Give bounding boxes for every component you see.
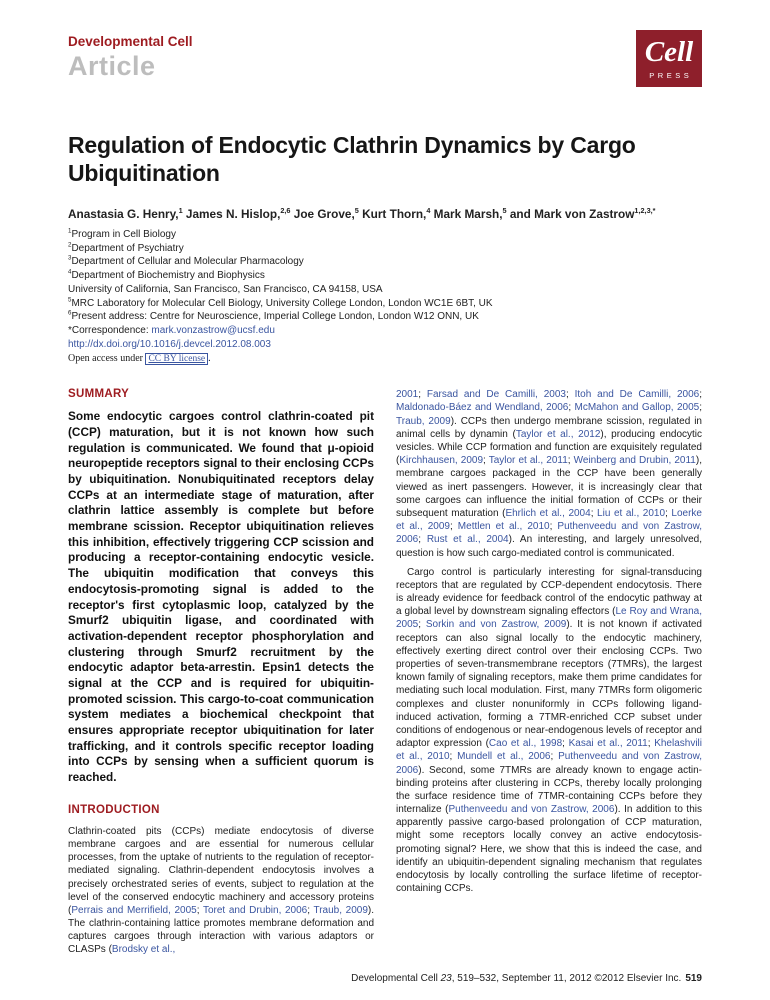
text-run: Anastasia G. Henry, (68, 207, 179, 222)
text-run: 4 (426, 206, 431, 216)
text-run: ; (418, 619, 426, 631)
text-run: 6 (68, 309, 72, 317)
citation-link[interactable]: Farsad and De Camilli, 2003 (426, 389, 566, 401)
citation-link[interactable]: Puthenveedu and von Zastrow, 2006 (448, 804, 615, 816)
affiliation-line (68, 297, 702, 311)
text-run: ; (483, 455, 489, 467)
text-run: ; (549, 521, 558, 533)
citation-link[interactable]: Perrais and Merrifield, 2005 (71, 904, 197, 916)
text-run: Department of Psychiatry (71, 242, 184, 254)
introduction-paragraph-left (68, 825, 374, 957)
text-run: ), producing endocytic vesicles. While CCP formation and function are exquisitely regulated ( (396, 428, 703, 467)
text-run: ). In addition to this apparently passive cargo-based prolongation of CCP maturation, might some receptors locally convey an active endocytosis-promoting signal? Here, we show that this is indeed the case, and identify an ubiquitin-dependent signaling mechanism that regulates endocytosis by locally controlling the surface lifetime of receptor-containing CCPs. (396, 804, 702, 895)
text-run: ). It is not known if activated receptors can also signal locally to the endocytic machinery, effectively exerting direct control over their enclosing CCPs. Two properties of seven-transmembrane receptors (7TMRs), the largest known family of signaling receptors, make them prime candidates for mediating such local modulation. First, many 7TMRs form oligomeric complexes and cluster nonuniformly in CCPs following ligand-induced activation, forming a 7TMR-enriched CCP subset under conditions of endogenous or near-endogenous levels of receptor and adaptor expression ( (396, 619, 702, 750)
citation-link[interactable]: Kirchhausen, 2009 (399, 455, 484, 467)
text-run: ; (418, 389, 427, 401)
open-access-line (68, 353, 702, 364)
affiliation-line (68, 228, 702, 242)
text-run: Program in Cell Biology (71, 229, 176, 241)
citation-link[interactable]: 2001 (396, 389, 419, 401)
citation-link[interactable]: Cao et al., 1998 (488, 738, 563, 750)
introduction-paragraph-right-2 (396, 566, 702, 896)
text-run: ; (550, 751, 559, 763)
left-column (68, 388, 374, 962)
text-run: ; (307, 904, 314, 916)
summary-heading: SUMMARY (68, 388, 130, 401)
citation-link[interactable]: Kasai et al., 2011 (568, 738, 648, 750)
doi-link[interactable]: http://dx.doi.org/10.1016/j.devcel.2012.08.003 (68, 338, 271, 350)
page-number: 519 (685, 973, 702, 984)
paper-title: Regulation of Endocytic Clathrin Dynamics by Cargo Ubiquitination (68, 132, 636, 187)
footer-citation-line (351, 973, 702, 984)
text-run: *Correspondence: (68, 324, 152, 336)
text-run: 5 (68, 296, 72, 304)
text-run: 1 (68, 227, 72, 235)
introduction-paragraph-right-1 (396, 388, 702, 559)
text-run: MRC Laboratory for Molecular Cell Biology, University College London, London WC1E 6BT, UK (71, 297, 493, 309)
text-run: Clathrin-coated pits (CCPs) mediate endocytosis of diverse membrane cargoes and are essential for numerous cellular processes, from the uptake of nutrients to the regulation of receptor-mediated signaling. Clathrin-dependent endocytosis involves a precisely orchestrated series of events, subject to regulation at the level of the conserved endocytic machinery and accessory proteins ( (68, 825, 374, 916)
text-run: Open access under (68, 353, 146, 365)
text-run: ; (449, 751, 458, 763)
text-run: ; (449, 521, 458, 533)
article-body (68, 388, 702, 962)
citation-link[interactable]: Puthenveedu and von Zastrow, 2006 (396, 521, 703, 546)
affiliation-line (68, 324, 702, 338)
text-run: ; (562, 738, 569, 750)
text-run: ; (699, 402, 702, 414)
text-run: Cargo control is particularly interesting for signal-transducing receptors that are regulated by CCP-dependent endocytosis. There is already evidence for feedback control of the endocytic pathway at a global level by downstream signaling effectors ( (396, 566, 702, 618)
affiliation-line (68, 269, 702, 283)
text-run: 5 (502, 206, 507, 216)
text-run: 2 (68, 241, 72, 249)
text-run: ; (590, 507, 598, 519)
citation-link[interactable]: Puthenveedu and von Zastrow, 2006 (396, 751, 703, 776)
text-run: ; (699, 389, 702, 401)
affiliation-line (68, 255, 702, 269)
text-run: ). CCPs then undergo membrane scission, regulated in animal cells by dynamin ( (396, 415, 702, 440)
text-run: 2,6 (280, 206, 291, 216)
text-run: and Mark von Zastrow (506, 207, 635, 222)
citation-link[interactable]: Traub, 2009 (313, 904, 368, 916)
cell-press-logo (636, 30, 702, 87)
text-run: ; (565, 389, 575, 401)
citation-link[interactable]: Mettlen et al., 2010 (457, 521, 550, 533)
text-run: 3 (68, 255, 72, 263)
citation-link[interactable]: Liu et al., 2010 (597, 507, 666, 519)
text-run: ). The clathrin-containing lattice promotes membrane deformation and captures cargoes through interaction with various adaptors or CLASPs ( (68, 904, 374, 956)
citation-link[interactable]: Mundell et al., 2006 (457, 751, 551, 763)
summary-text: Some endocytic cargoes control clathrin-coated pit (CCP) maturation, but it is not known how such regulation is communicated. We found that μ-opioid neuropeptide receptors signal to their enclosing CCPs by ubiquitination. Nonubiquitinated receptors delay CCPs at an intermediate stage of maturation, after clathrin lattice assembly is complete but before membrane scission. Receptor ubiquitination relieves this inhibition, effectively triggering CCP scission and producing a receptor-containing endocytic vesicle. The ubiquitin modification that conveys this endocytosis-promoting signal is added to the receptor's first cytoplasmic loop, catalyzed by the Smurf2 ubiquitin ligase, and coordinated with activation-dependent receptor phosphorylation and clustering through Smurf2 recruitment by the endocytic adaptor beta-arrestin. Epsin1 detects the signal at the CCP and is required for ubiquitin-promoted scission. This cargo-to-coat communication system mediates a biochemical checkpoint that ensures appropriate receptor ubiquitination for later trafficking, and it controls specific receptor loading into CCPs by sensing when a sufficient quorum is reached. (68, 409, 374, 785)
text-run: James N. Hislop, (182, 207, 281, 222)
affiliation-line (68, 310, 702, 324)
citation-link[interactable]: Ehrlich et al., 2004 (505, 507, 591, 519)
citation-link[interactable]: Traub, 2009 (396, 415, 451, 427)
citation-link[interactable]: Sorkin and von Zastrow, 2009 (425, 619, 567, 631)
text-run: ; (568, 402, 575, 414)
text-run: Present address: Centre for Neuroscience, Imperial College London, London W12 ONN, UK (71, 311, 479, 323)
citation-link[interactable]: Rust et al., 2004 (426, 534, 509, 546)
text-run: ; (418, 534, 427, 546)
text-run: 1 (178, 206, 183, 216)
text-run: . (208, 353, 211, 365)
text-run: ). An interesting, and largely unresolved, question is how such cargo-mediated control is communicated. (396, 534, 703, 559)
citation-link[interactable]: Itoh and De Camilli, 2006 (574, 389, 700, 401)
citation-link[interactable]: Toret and Drubin, 2006 (202, 904, 308, 916)
affiliation-line (68, 283, 702, 297)
text-run: ; (567, 455, 574, 467)
citation-link[interactable]: Loerke et al., 2009 (396, 507, 702, 533)
introduction-heading: INTRODUCTION (68, 803, 160, 816)
right-column (396, 388, 702, 962)
text-run: 23 (440, 973, 452, 984)
journal-branding (68, 34, 193, 82)
citation-link[interactable]: Taylor et al., 2012 (515, 428, 601, 440)
correspondence-email-link[interactable]: mark.vonzastrow@ucsf.edu (151, 324, 275, 336)
cell-logo-press-label: PRESS (649, 70, 693, 80)
text-run: Kurt Thorn, (358, 207, 427, 222)
text-run: 1,2,3,* (634, 206, 656, 216)
text-run: ; (647, 738, 655, 750)
text-run: University of California, San Francisco, San Francisco, CA 94158, USA (68, 283, 383, 295)
text-run: ; (665, 507, 672, 519)
text-run: ). Second, some 7TMRs are already known to engage actin-binding proteins after clustering in CCPs, thereby locally prolonging the surface residence time of 7TMR-containing CCPs before they internalize ( (396, 764, 702, 816)
citation-link[interactable]: McMahon and Gallop, 2005 (574, 402, 700, 414)
affiliation-line (68, 242, 702, 256)
text-run: Developmental Cell (351, 973, 441, 984)
text-run: , 519–532, September 11, 2012 ©2012 Elsevier Inc. (451, 973, 682, 984)
authors-line (68, 207, 702, 221)
text-run: 5 (354, 206, 359, 216)
text-run: Department of Cellular and Molecular Pharmacology (71, 256, 304, 268)
cell-logo-wordmark: Cell (644, 35, 694, 68)
journal-name: Developmental Cell (68, 34, 193, 49)
text-run: Mark Marsh, (430, 207, 503, 222)
citation-link[interactable]: Taylor et al., 2011 (488, 455, 568, 467)
citation-link[interactable]: Khelashvili et al., 2010 (396, 738, 702, 763)
text-run: ; (196, 904, 203, 916)
cc-by-license-link[interactable]: CC BY license (145, 353, 208, 365)
text-run: Department of Biochemistry and Biophysics (71, 270, 265, 282)
citation-link[interactable]: Le Roy and Wrana, 2005 (396, 606, 702, 631)
text-run: 4 (68, 268, 72, 276)
affiliations-block (68, 228, 702, 351)
text-run: ), membrane cargoes packaged in the CCP have been generally viewed as inert passengers. However, it is increasingly clear that some cargoes can influence the initial formation of CCPs or their subsequent maturation ( (396, 455, 702, 519)
article-type-label: Article (68, 51, 156, 81)
citation-link[interactable]: Brodsky et al., (111, 944, 176, 956)
text-run: Joe Grove, (290, 207, 355, 222)
header (68, 34, 702, 87)
affiliation-line (68, 338, 702, 352)
citation-link[interactable]: Weinberg and Drubin, 2011 (573, 455, 696, 467)
citation-link[interactable]: Maldonado-Báez and Wendland, 2006 (396, 402, 569, 414)
